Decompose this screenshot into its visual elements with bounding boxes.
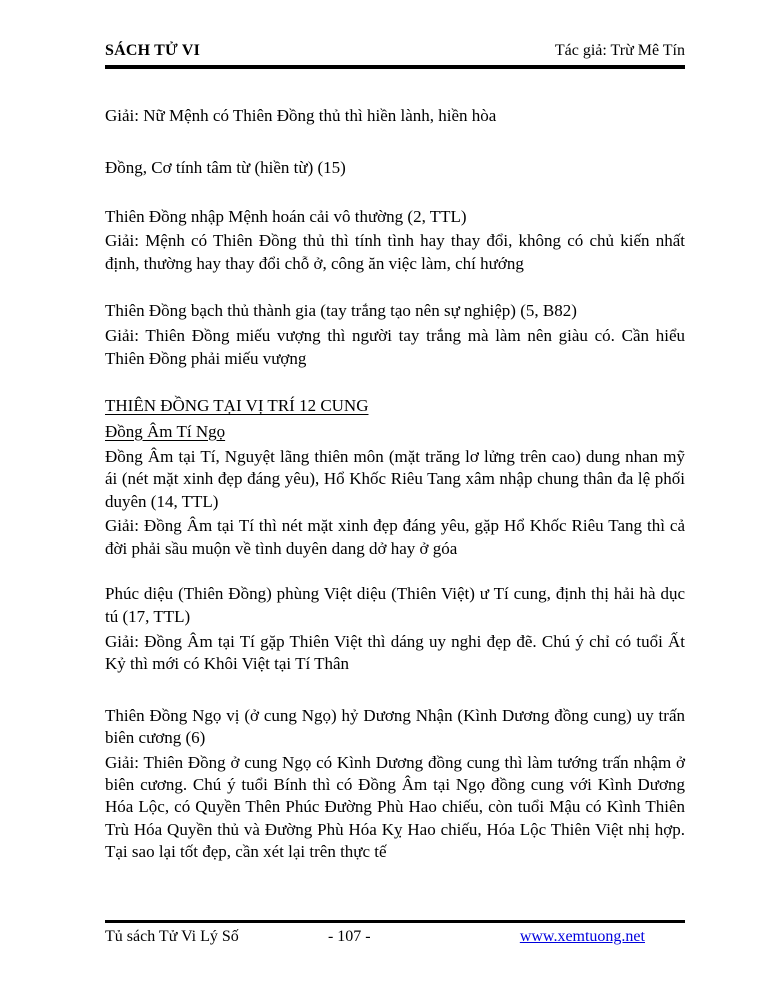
footer-page-number: - 107 -	[327, 928, 371, 945]
paragraph-thien-dong-nhap-menh: Thiên Đồng nhập Mệnh hoán cải vô thường (2, TTL)	[105, 206, 467, 226]
subsection-heading-dong-am-ti-ngo: Đồng Âm Tí Ngọ	[105, 421, 226, 441]
paragraph-giai-gap-thien-viet: Giải: Đồng Âm tại Tí gặp Thiên Việt thì dáng uy nghi đẹp đẽ. Chú ý chỉ có tuổi Ất Kỷ thì mới có Khôi Việt tại Tí Thân	[105, 631, 685, 674]
paragraph-bach-thu-thanh-gia: Thiên Đồng bạch thủ thành gia (tay trắng tạo nên sự nghiệp) (5, B82)	[105, 301, 577, 321]
paragraph-dong-co: Đồng, Cơ tính tâm từ (hiền từ) (15)	[105, 158, 346, 178]
page-header	[105, 42, 685, 69]
paragraph-thien-dong-ngo-vi: Thiên Đồng Ngọ vị (ở cung Ngọ) hỷ Dương Nhận (Kình Dương đồng cung) uy trấn biên cương (6)	[105, 705, 685, 748]
paragraph-giai-mieu-vuong: Giải: Thiên Đồng miếu vượng thì người tay trắng mà làm nên giàu có. Cần hiểu Thiên Đồng phải miếu vượng	[105, 326, 685, 368]
paragraph-giai-nu-menh: Giải: Nữ Mệnh có Thiên Đồng thủ thì hiền lành, hiền hòa	[105, 106, 497, 125]
header-author: Tác giả: Trừ Mê Tín	[554, 42, 685, 59]
header-book-title: SÁCH TỬ VI	[105, 42, 201, 59]
paragraph-phuc-dieu-phung-viet-dieu: Phúc diệu (Thiên Đồng) phùng Việt diệu (Thiên Việt) ư Tí cung, định thị hải hà dục tú (17, TTL)	[105, 584, 685, 626]
paragraph-nguyet-lang-thien-mon: Đồng Âm tại Tí, Nguyệt lãng thiên môn (mặt trăng lơ lửng trên cao) dung nhan mỹ ái (nét mặt xinh đẹp đáng yêu), Hổ Khốc Riêu Tang xâm nhập chung thân đa lệ phối duyên (14, TTL)	[105, 447, 685, 511]
page-footer	[105, 920, 685, 946]
document-body	[105, 69, 685, 864]
footer-website-link[interactable]: www.xemtuong.net	[519, 928, 645, 945]
paragraph-giai-cung-ngo-kinh-duong: Giải: Thiên Đồng ở cung Ngọ có Kình Dương đồng cung thì làm tướng trấn nhậm ở biên cương. Chú ý tuổi Bính thì có Đồng Âm tại Ngọ đồng cung với Kình Dương Hóa Lộc, có Quyền Thên Phúc Đường Phù Hao chiếu, còn tuổi Mậu có Kình Thiên Trù Hóa Quyền thủ và Đường Phù Hóa Kỵ Hao chiếu, Hóa Lộc Thiên Việt nhị hợp. Tại sao lại tốt đẹp, cần xét lại trên thực tế	[105, 752, 685, 862]
paragraph-giai-dong-am-tai-ti: Giải: Đồng Âm tại Tí thì nét mặt xinh đẹp đáng yêu, gặp Hổ Khốc Riêu Tang thì cả đời phải sầu muộn về tình duyên dang dở hay ở góa	[105, 516, 685, 558]
section-heading-12-cung: THIÊN ĐỒNG TẠI VỊ TRÍ 12 CUNG	[105, 396, 369, 416]
paragraph-giai-menh-co: Giải: Mệnh có Thiên Đồng thủ thì tính tình hay thay đổi, không có chủ kiến nhất định, thường hay thay đổi chỗ ở, công ăn việc làm, chí hướng	[105, 231, 685, 273]
footer-series-title: Tủ sách Tử Vi Lý Số	[105, 928, 239, 945]
